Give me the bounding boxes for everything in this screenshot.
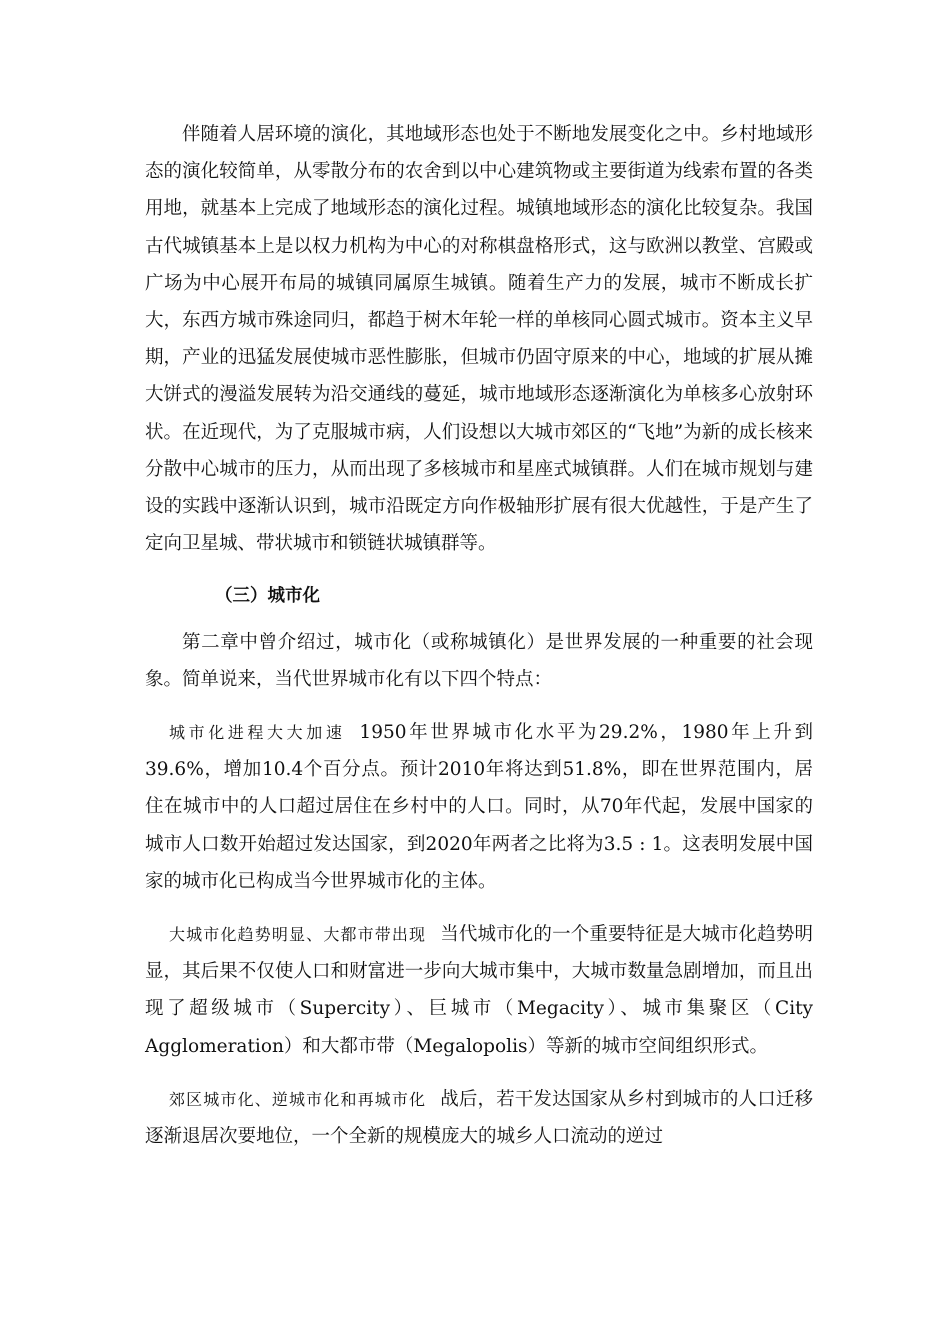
point-suburbanization-body: 战后，若干发达国家从乡村到城市的人口迁移逐渐退居次要地位，一个全新的规模庞大的城乡人口流动的逆过 <box>145 1088 813 1148</box>
paragraph-landform-evolution: 伴随着人居环境的演化，其地域形态也处于不断地发展变化之中。乡村地域形态的演化较简单，从零散分布的农舍到以中心建筑物或主要街道为线索布置的各类用地，就基本上完成了地域形态的演化过程。城镇地域形态的演化比较复杂。我国古代城镇基本上是以权力机构为中心的对称棋盘格形式，这与欧洲以教堂、宫殿或广场为中心展开布局的城镇同属原生城镇。随着生产力的发展，城市不断成长扩大，东西方城市殊途同归，都趋于树木年轮一样的单核同心圆式城市。资本主义早期，产业的迅猛发展使城市恶性膨胀，但城市仍固守原来的中心，地域的扩展从摊大饼式的漫溢发展转为沿交通线的蔓延，城市地域形态逐渐演化为单核多心放射环状。在近现代，为了克服城市病，人们设想以大城市郊区的“飞地”为新的成长核来分散中心城市的压力，从而出现了多核城市和星座式城镇群。人们在城市规划与建设的实践中逐渐认识到，城市沿既定方向作极轴形扩展有很大优越性，于是产生了定向卫星城、带状城市和锁链状城镇群等。 <box>145 124 813 555</box>
paragraph-point-large-cities <box>145 916 813 1065</box>
paragraph-point-accelerating <box>145 714 813 900</box>
paragraph-chapter-intro: 第二章中曾介绍过，城市化（或称城镇化）是世界发展的一种重要的社会现象。简单说来，当代世界城市化有以下四个特点： <box>145 631 813 690</box>
point-large-cities-body: 当代城市化的一个重要特征是大城市化趋势明显，其后果不仅使人口和财富进一步向大城市集中，大城市数量急剧增加，而且出现了超级城市（Supercity）、巨城市（Megacity）、城市集聚区（City Agglomeration）和大都市带（Megalopolis）等新的城市空间组织形式。 <box>145 924 813 1057</box>
run-in-heading-suburbanization: 郊区城市化、逆城市化和再城市化 <box>169 1089 427 1109</box>
point-accelerating-body: 1950年世界城市化水平为29.2%，1980年上升到39.6%，增加10.4个百分点。预计2010年将达到51.8%，即在世界范围内，居住在城市中的人口超过居住在乡村中的人口。同时，从70年代起，发展中国家的城市人口数开始超过发达国家，到2020年两者之比将为3.5 : 1。这表明发展中国家的城市化已构成当今世界城市化的主体。 <box>145 722 813 892</box>
section-heading-urbanization: （三）城市化 <box>215 586 320 607</box>
run-in-heading-accelerating: 城市化进程大大加速 <box>169 723 346 743</box>
paragraph-point-suburbanization <box>145 1081 813 1155</box>
run-in-heading-large-cities: 大城市化趋势明显、大都市带出现 <box>169 925 427 945</box>
document-body <box>145 116 813 1155</box>
